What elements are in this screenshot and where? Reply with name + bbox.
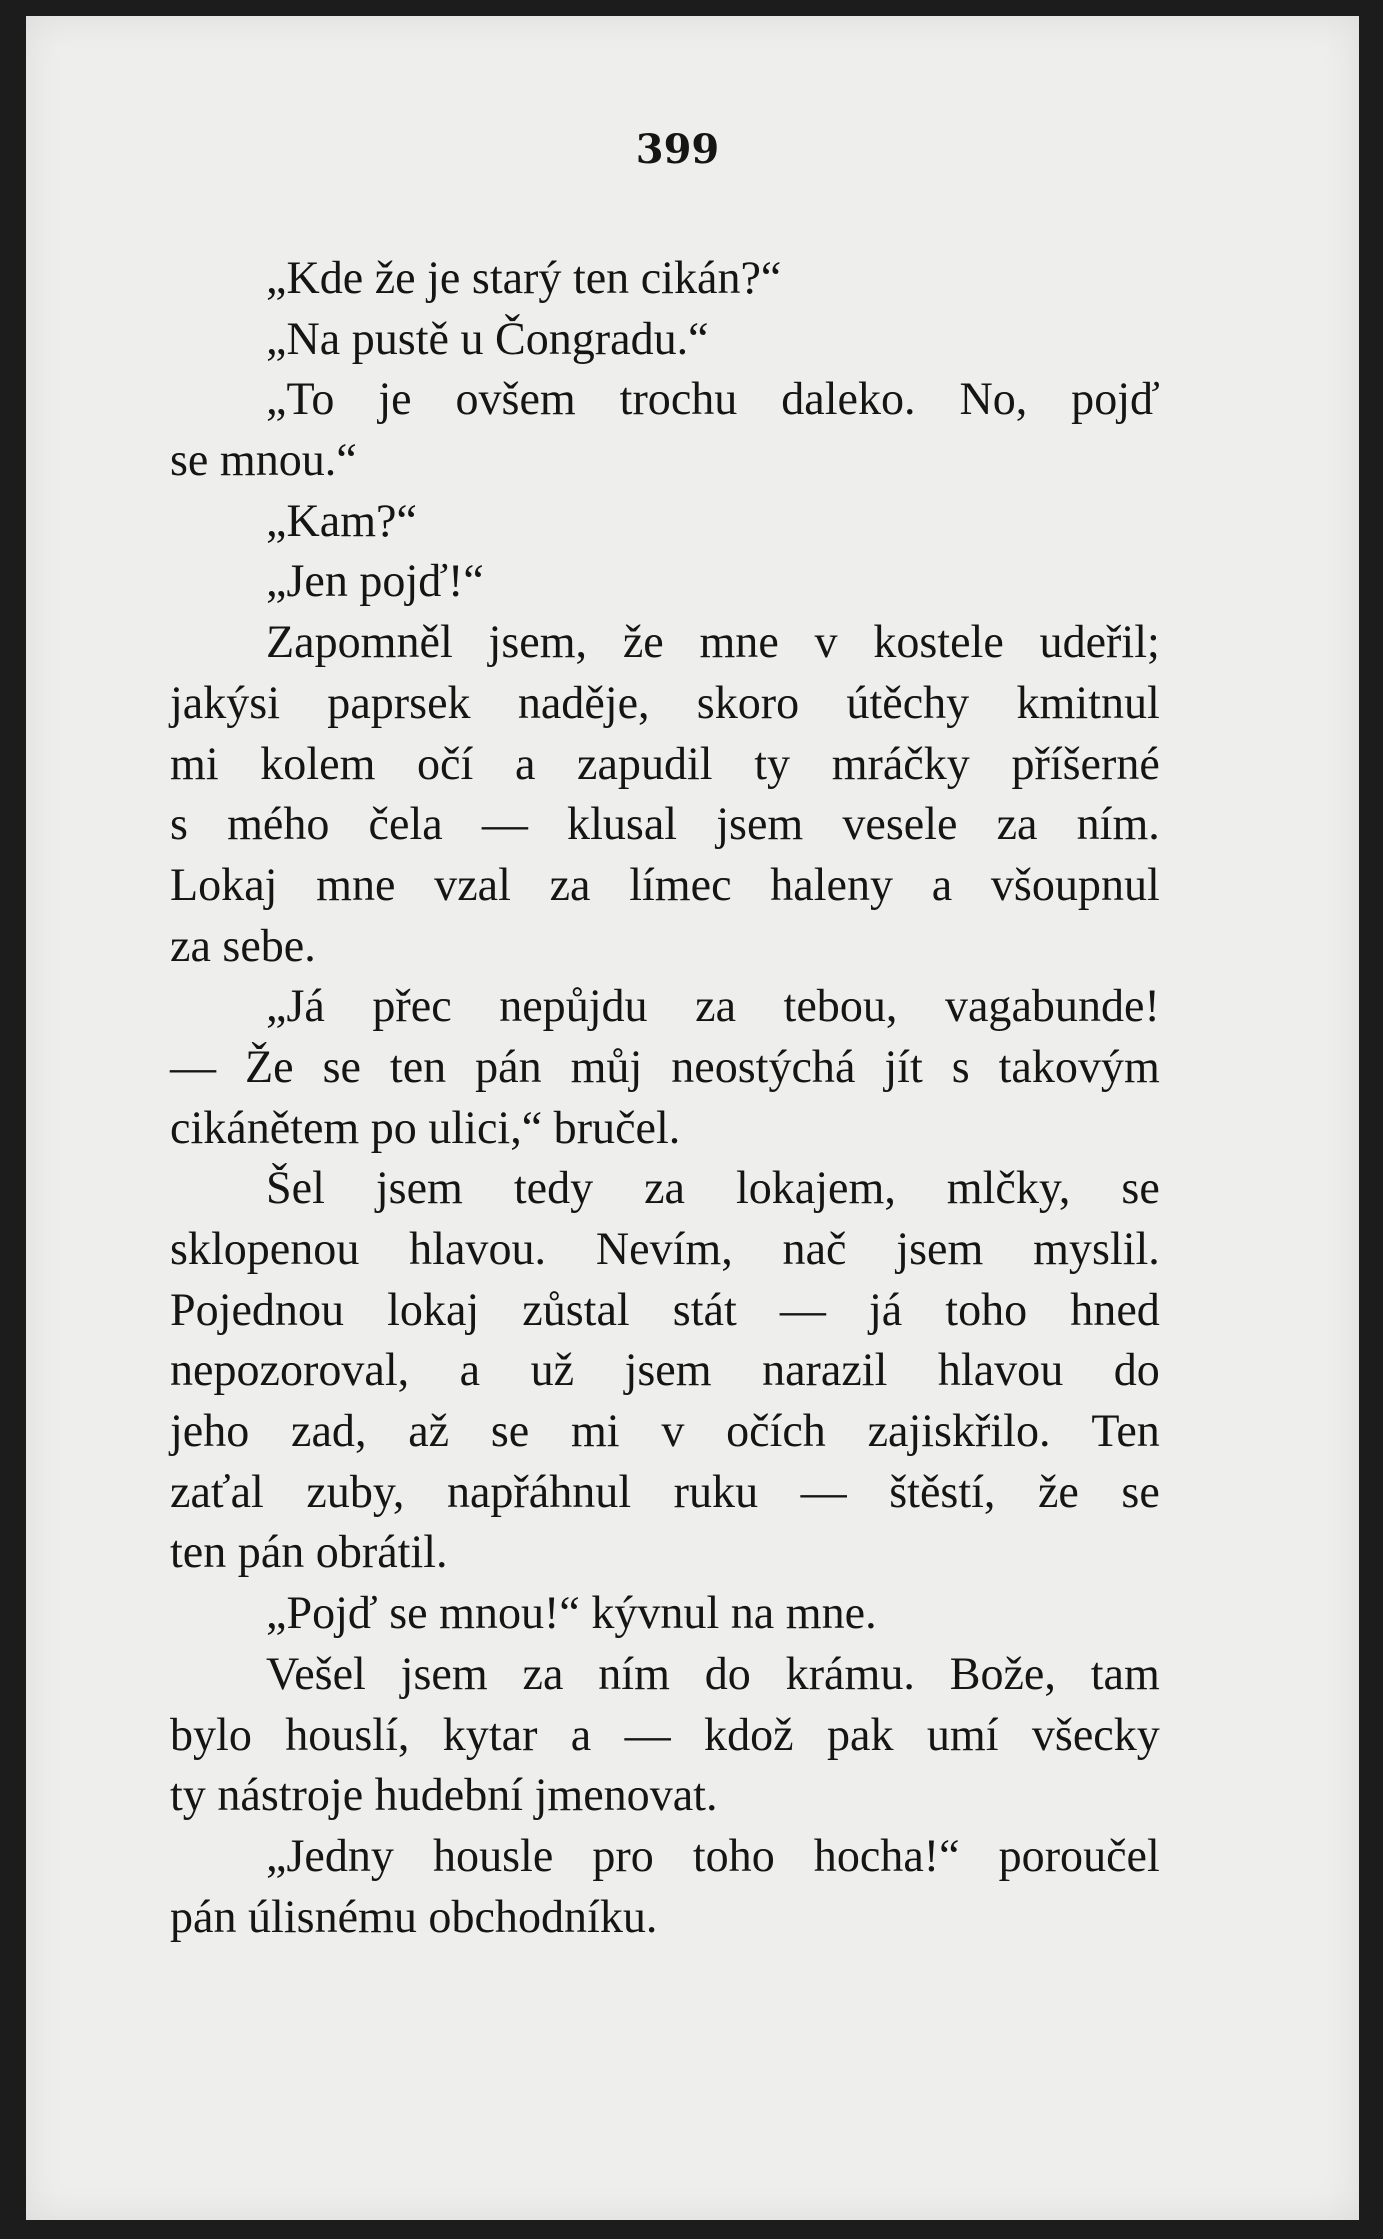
text-line: zaťal zuby, napřáhnul ruku — štěstí, že se [170, 1465, 1160, 1518]
text-line: Šel jsem tedy za lokajem, mlčky, se [266, 1162, 1160, 1215]
text-line: „To je ovšem trochu daleko. No, pojď [266, 373, 1160, 426]
text-line: Vešel jsem za ním do krámu. Bože, tam [266, 1647, 1160, 1700]
book-page [26, 16, 1359, 2220]
text-line: bylo houslí, kytar a — kdož pak umí všecky [170, 1708, 1160, 1761]
text-line: mi kolem očí a zapudil ty mráčky příšerné [170, 737, 1160, 790]
text-line: ten pán obrátil. [170, 1526, 448, 1579]
text-line: „Jen pojď!“ [266, 555, 484, 608]
text-line: — Že se ten pán můj neostýchá jít s takovým [170, 1040, 1160, 1093]
text-line: ty nástroje hudební jmenovat. [170, 1769, 718, 1822]
body-text [170, 248, 1160, 1947]
text-line: cikánětem po ulici,“ bručel. [170, 1101, 681, 1154]
text-line: za sebe. [170, 919, 316, 972]
text-line: Pojednou lokaj zůstal stát — já toho hned [170, 1283, 1160, 1336]
text-line: Lokaj mne vzal za límec haleny a všoupnul [170, 858, 1160, 911]
text-line: pán úlisnému obchodníku. [170, 1890, 658, 1943]
text-line: s mého čela — klusal jsem vesele za ním. [170, 798, 1160, 851]
text-line: sklopenou hlavou. Nevím, nač jsem myslil. [170, 1223, 1160, 1275]
text-line: „Já přec nepůjdu za tebou, vagabunde! [266, 980, 1160, 1033]
text-line: se mnou.“ [170, 434, 357, 487]
text-line: „Jedny housle pro toho hocha!“ poroučel [266, 1829, 1160, 1882]
text-line: „Kam?“ [266, 494, 417, 547]
text-line: „Na pustě u Čongradu.“ [266, 312, 709, 365]
text-line: „Pojď se mnou!“ kývnul na mne. [266, 1587, 877, 1640]
page-number: 399 [635, 126, 720, 173]
text-line: Zapomněl jsem, že mne v kostele udeřil; [266, 616, 1160, 669]
text-line: nepozoroval, a už jsem narazil hlavou do [170, 1344, 1160, 1397]
text-line: jeho zad, až se mi v očích zajiskřilo. Ten [170, 1405, 1160, 1458]
text-line: „Kde že je starý ten cikán?“ [266, 252, 782, 304]
text-line: jakýsi paprsek naděje, skoro útěchy kmitnul [170, 676, 1160, 729]
